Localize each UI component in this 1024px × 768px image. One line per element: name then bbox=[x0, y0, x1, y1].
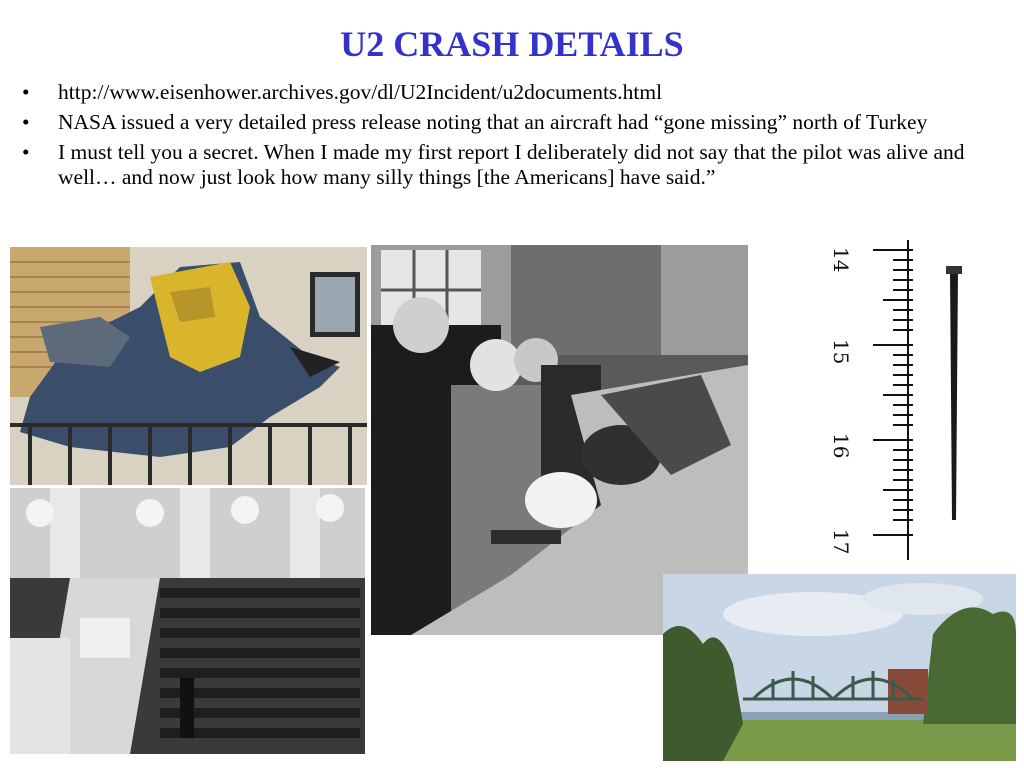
ruler-number-14: 14 bbox=[829, 247, 853, 273]
ruler-number-16: 16 bbox=[829, 433, 853, 459]
bullet-item bbox=[22, 110, 1002, 135]
slide-title: U2 CRASH DETAILS bbox=[340, 24, 684, 64]
bullet-item bbox=[22, 140, 1002, 190]
wreckage-photo bbox=[10, 247, 367, 485]
bullet-text: I must tell you a secret. When I made my first report I deliberately did not say that the pilot was alive and well… and now just look how many silly things [the Americans] have said.” bbox=[58, 140, 965, 189]
bullet-text: NASA issued a very detailed press release noting that an aircraft had “gone missing” north of Turkey bbox=[58, 110, 928, 134]
ruler-number-17: 17 bbox=[829, 529, 853, 555]
ruler-number-15: 15 bbox=[829, 339, 853, 365]
bullet-marker: • bbox=[22, 110, 30, 134]
poison-needle-ruler-photo bbox=[818, 230, 998, 570]
bullet-item bbox=[22, 80, 1002, 105]
bullet-list bbox=[22, 80, 1002, 195]
bullet-marker: • bbox=[22, 140, 30, 164]
bullet-text: http://www.eisenhower.archives.gov/dl/U2Incident/u2documents.html bbox=[58, 80, 663, 104]
bullet-marker: • bbox=[22, 80, 30, 104]
courtroom-photo bbox=[10, 488, 365, 754]
glienicke-bridge-photo bbox=[663, 574, 1016, 761]
